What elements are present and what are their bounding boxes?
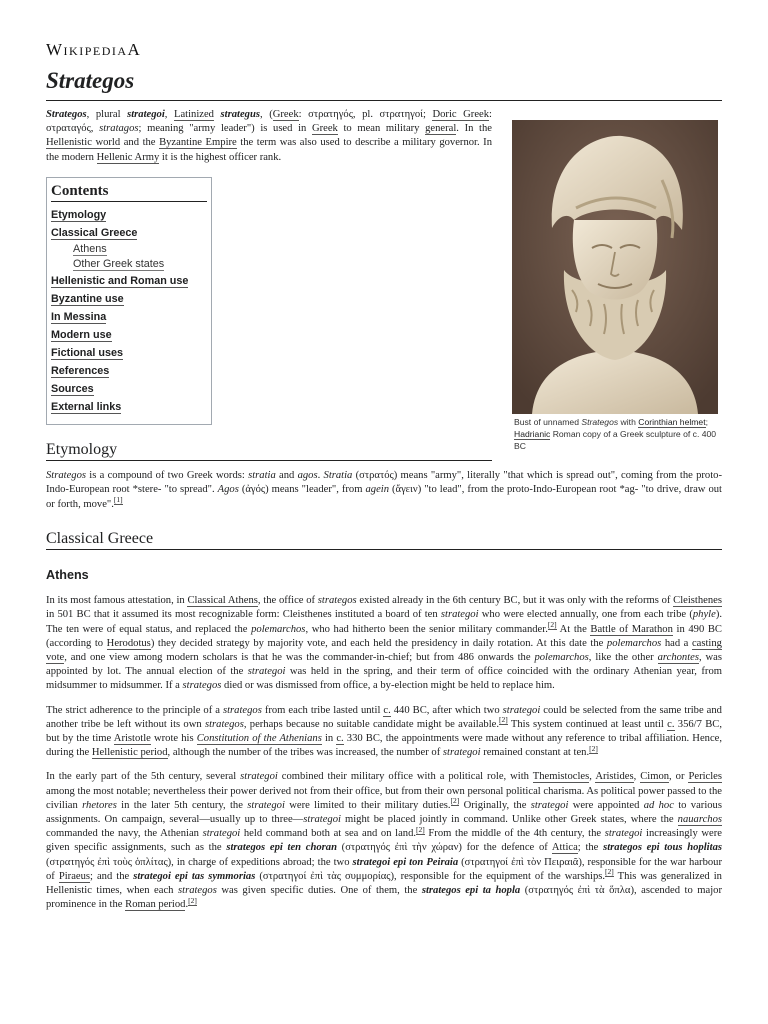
link-cimon[interactable]: Cimon xyxy=(640,771,670,783)
heading-etymology: Etymology xyxy=(46,443,492,461)
toc-item-external-links[interactable]: External links xyxy=(51,401,122,414)
link-cleisthenes[interactable]: Cleisthenes xyxy=(673,595,722,607)
ref-2[interactable]: [2] xyxy=(547,620,557,630)
link-themistocles[interactable]: Themistocles xyxy=(532,771,590,783)
link-hellenic-army[interactable]: Hellenic Army xyxy=(96,151,160,163)
link-archontes[interactable]: archontes xyxy=(657,652,699,664)
link-hellenistic-world[interactable]: Hellenistic world xyxy=(46,137,121,149)
link-roman-period[interactable]: Roman period xyxy=(125,899,186,911)
image-caption: Bust of unnamed Strategos with Corinthian helmet; Hadrianic Roman copy of a Greek sculpture of c. 400 BC xyxy=(514,417,717,451)
link-hadrianic[interactable]: Hadrianic xyxy=(514,429,551,439)
link-hellenistic-period[interactable]: Hellenistic period xyxy=(91,747,168,759)
toc-item-references[interactable]: References xyxy=(51,365,110,378)
link-nauarchos[interactable]: nauarchos xyxy=(677,814,722,826)
link-corinthian-helmet[interactable]: Corinthian helmet xyxy=(638,417,706,427)
link-byzantine-empire[interactable]: Byzantine Empire xyxy=(159,137,237,149)
ref-2b[interactable]: [2] xyxy=(499,715,508,725)
ref-2d[interactable]: [2] xyxy=(450,796,460,806)
link-attica[interactable]: Attica xyxy=(551,842,578,854)
toc-item-etymology[interactable]: Etymology xyxy=(51,209,107,222)
page-title: Strategos xyxy=(46,66,722,101)
toc-item-byzantine[interactable]: Byzantine use xyxy=(51,293,124,306)
infobox xyxy=(512,120,718,452)
ref-1[interactable]: [1] xyxy=(113,495,123,505)
toc-item-classical-greece[interactable]: Classical Greece xyxy=(51,227,138,240)
toc-item-messina[interactable]: In Messina xyxy=(51,311,107,324)
athens-paragraph-1: In its most famous attestation, in Classical Athens, the office of strategos existed already in the 6th century BC, but it was only with the reforms of Cleisthenes in 501 BC that it assumed its most recognizable form: Cleisthenes instituted a board of ten strategoi who were elected annually, one from each tribe (phyle). The ten were of equal status, and replaced the polemarchos, who had hitherto been the senior military commander.[2] At the Battle of Marathon in 490 BC (according to Herodotus) they decided strategy by majority vote, and each held the presidency in daily rotation. At this date the polemarchos had a casting vote, and one view among modern scholars is that he was the commander-in-chief; but from 486 onwards the polemarchos, like the other archontes, was appointed by lot. The annual election of the strategoi was held in the spring, and their term of office coincided with the ordinary Athenian year, from midsummer to midsummer. If a strategos died or was dismissed from office, a by-election might be held to replace him. xyxy=(46,595,723,692)
link-latinized[interactable]: Latinized xyxy=(173,109,214,120)
heading-athens: Athens xyxy=(46,568,89,583)
link-circa-2[interactable]: c. xyxy=(667,718,675,730)
athens-paragraph-2: The strict adherence to the principle of a strategos from each tribe lasted until c. 440 BC, after which two strategoi could be selected from the same tribe and another tribe be left without its own strategos, perhaps because no suitable candidate might be available.[2] This system continued at least until c. 356/7 BC, but by the time Aristotle wrote his Constitution of the Athenians in c. 330 BC, the appointments were made without any reference to tribal affiliation. Hence, during the Hellenistic period, although the number of the tribes was increased, the number of strategoi remained constant at ten.[2] xyxy=(46,704,722,759)
athens-paragraph-3: In the early part of the 5th century, several strategoi combined their military office with a political role, with Themistocles, Aristides, Cimon, or Pericles among the most notable; nevertheless their power derived not from their office, but from their own personal political charisma. As political power passed to the civilian rhetores in the later 5th century, the strategoi were limited to their military duties.[2] Originally, the strategoi were appointed ad hoc to various assignments. On campaign, several—usually up to three—strategoi might be placed jointly in command. Unlike other Greek states, where the nauarchos commanded the navy, the Athenian strategoi held command both at sea and on land.[2] From the middle of the 4th century, the strategoi increasingly were given specific assignments, such as the strategos epi ten choran (στρατηγός ἐπὶ τὴν χώραν) for the defence of Attica; the strategos epi tous hoplitas (στρατηγός ἐπὶ τοὺς ὁπλίτας), in charge of expeditions abroad; the two strategoi epi ton Peiraia (στρατηγοί ἐπὶ τὸν Πειραιᾶ), responsible for the war harbour of Piraeus; and the strategoi epi tas symmorias (στρατηγοί ἐπὶ τὰς συμμορίας), responsible for the equipment of the warships.[2] This was generalized in Hellenistic times, when each strategos was given specific duties. One of them, the strategos epi ta hopla (στρατηγός ἐπὶ τὰ ὅπλα), ascended to major prominence in the Roman period.[2] xyxy=(46,771,723,911)
bust-image[interactable] xyxy=(512,120,718,414)
link-pericles[interactable]: Pericles xyxy=(688,771,723,783)
link-greek[interactable]: Greek xyxy=(272,109,299,120)
toc-item-fictional[interactable]: Fictional uses xyxy=(51,347,123,360)
wikipedia-logo[interactable]: WikipediaA xyxy=(46,40,142,59)
link-circa-3[interactable]: c. xyxy=(336,733,344,745)
link-aristotle[interactable]: Aristotle xyxy=(113,733,151,745)
heading-classical-greece: Classical Greece xyxy=(46,532,722,550)
ref-2f[interactable]: [2] xyxy=(605,867,614,877)
ref-2g[interactable]: [2] xyxy=(188,895,197,905)
link-greek-2[interactable]: Greek xyxy=(311,123,338,135)
link-general[interactable]: general xyxy=(425,123,457,135)
toc-item-other-greek-states[interactable]: Other Greek states xyxy=(73,258,165,271)
article-content xyxy=(46,108,722,923)
toc-item-sources[interactable]: Sources xyxy=(51,383,94,396)
intro-paragraph: Strategos, plural strategoi, Latinized strategus, (Greek: στρατηγός, pl. στρατηγοί; Doric Greek: στραταγός, stratagos; meaning "army leader") is used in Greek to mean military general. In the Hellenistic world and the Byzantine Empire the term was also used to describe a military governor. In the modern Hellenic Army it is the highest officer rank. xyxy=(46,109,493,163)
ref-2e[interactable]: [2] xyxy=(416,824,425,834)
toc-item-modern-use[interactable]: Modern use xyxy=(51,329,112,342)
link-casting-vote[interactable]: casting vote xyxy=(46,637,722,664)
link-aristides[interactable]: Aristides xyxy=(595,771,634,783)
etymology-paragraph: Strategos is a compound of two Greek words: stratia and agos. Stratia (στρατός) means "army", literally "that which is spread out", coming from the proto-Indo-European root *stere- "to spread". Agos (ἀγός) means "leader", from agein (ἄγειν) "to lead", from the proto-Indo-European root *ag- "to drive, draw out or forth, move".[1] xyxy=(46,470,723,510)
table-of-contents xyxy=(46,177,212,425)
toc-title: Contents xyxy=(51,184,207,202)
link-piraeus[interactable]: Piraeus xyxy=(58,870,91,882)
link-circa-1[interactable]: c. xyxy=(383,704,391,716)
toc-item-hellenistic-roman[interactable]: Hellenistic and Roman use xyxy=(51,275,189,288)
link-battle-of-marathon[interactable]: Battle of Marathon xyxy=(590,623,673,635)
toc-item-athens[interactable]: Athens xyxy=(73,243,107,256)
link-doric-greek[interactable]: Doric Greek xyxy=(432,109,490,120)
link-herodotus[interactable]: Herodotus xyxy=(106,637,151,649)
link-classical-athens[interactable]: Classical Athens xyxy=(187,595,258,607)
link-constitution-athenians[interactable]: Constitution of the Athenians xyxy=(196,733,322,745)
ref-2c[interactable]: [2] xyxy=(589,743,598,753)
